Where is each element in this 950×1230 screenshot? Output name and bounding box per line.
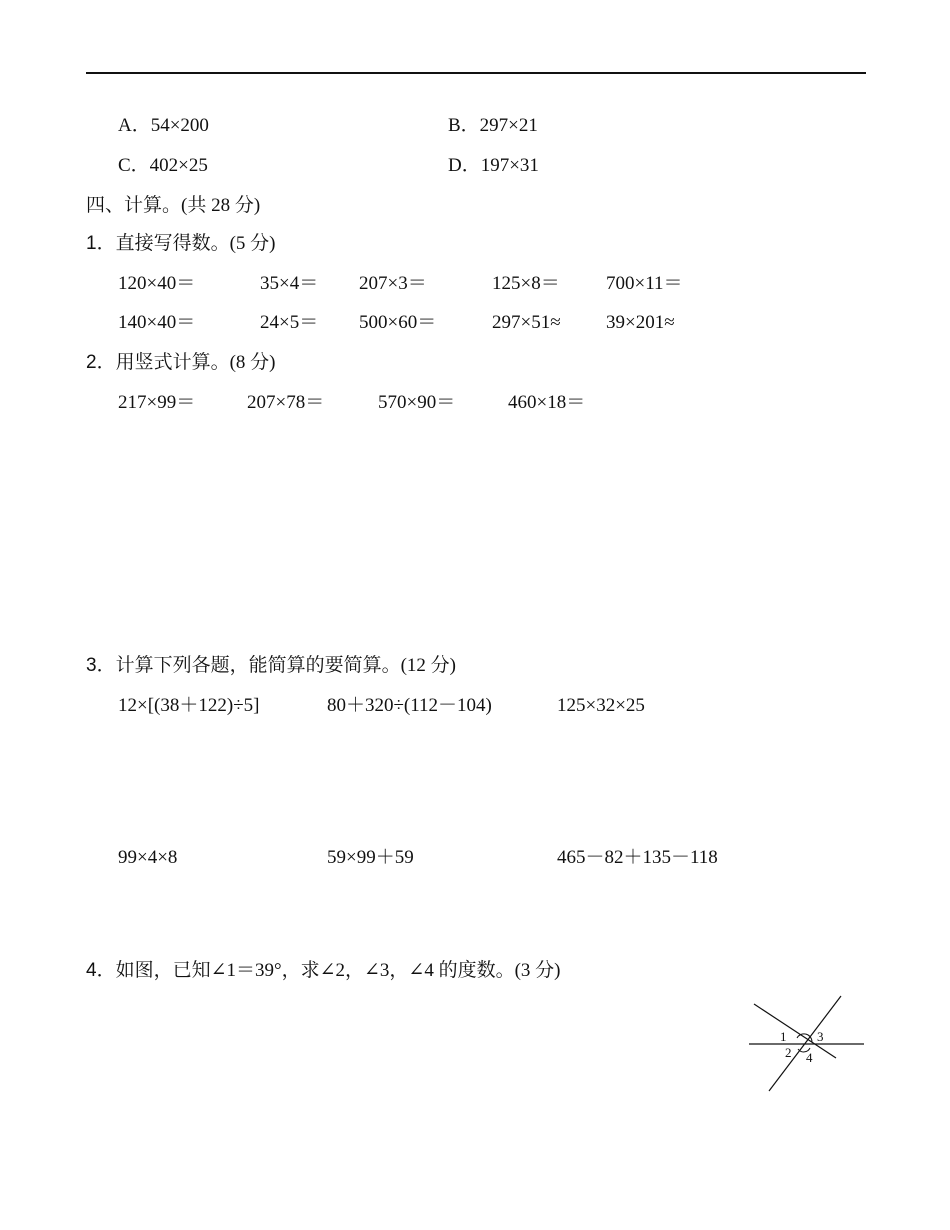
angle-figure [740, 990, 870, 1100]
angle-label-4: 4 [806, 1050, 813, 1065]
q2-item: 570×90＝ [378, 392, 456, 413]
q3-item: 125×32×25 [557, 695, 645, 716]
q1-item: 500×60＝ [359, 312, 437, 333]
q2-item: 217×99＝ [118, 392, 196, 413]
q3-item: 12×[(38＋122)÷5] [118, 695, 260, 716]
q3-item: 465－82＋135－118 [557, 847, 718, 868]
q3-item: 80＋320÷(112－104) [327, 695, 492, 716]
choice-c: C．402×25 [118, 155, 208, 176]
q3-item: 99×4×8 [118, 847, 178, 868]
question-number: 2． [86, 352, 116, 373]
question-4-heading [86, 959, 561, 983]
q1-item: 35×4＝ [260, 273, 319, 294]
choice-d: D．197×31 [448, 155, 539, 176]
question-title: 直接写得数。(5 分) [115, 233, 276, 254]
q2-item: 207×78＝ [247, 392, 325, 413]
q3-item: 59×99＋59 [327, 847, 414, 868]
angle-label-1: 1 [780, 1029, 787, 1044]
question-title: 计算下列各题，能简算的要简算。(12 分) [115, 655, 456, 676]
section-title: 四、计算。(共 28 分) [86, 195, 261, 216]
question-1-heading [86, 232, 275, 256]
top-rule [86, 72, 866, 74]
q1-item: 120×40＝ [118, 273, 196, 294]
question-number: 3． [86, 655, 116, 676]
q2-item: 460×18＝ [508, 392, 586, 413]
question-title: 用竖式计算。(8 分) [115, 352, 276, 373]
oblique-line-a [754, 1004, 836, 1058]
q1-item: 125×8＝ [492, 273, 560, 294]
q1-item: 297×51≈ [492, 312, 561, 333]
choice-a: A．54×200 [118, 115, 209, 136]
question-number: 1． [86, 233, 116, 254]
question-number: 4． [86, 960, 116, 981]
question-2-heading [86, 351, 275, 375]
question-title: 如图，已知∠1＝39°，求∠2，∠3，∠4 的度数。(3 分) [115, 960, 561, 981]
q1-item: 140×40＝ [118, 312, 196, 333]
question-3-heading [86, 654, 456, 678]
q1-item: 207×3＝ [359, 273, 427, 294]
q1-item: 700×11＝ [606, 273, 683, 294]
q1-item: 39×201≈ [606, 312, 675, 333]
angle-label-2: 2 [785, 1045, 792, 1060]
angle-label-3: 3 [817, 1029, 824, 1044]
choice-b: B．297×21 [448, 115, 538, 136]
q1-item: 24×5＝ [260, 312, 319, 333]
